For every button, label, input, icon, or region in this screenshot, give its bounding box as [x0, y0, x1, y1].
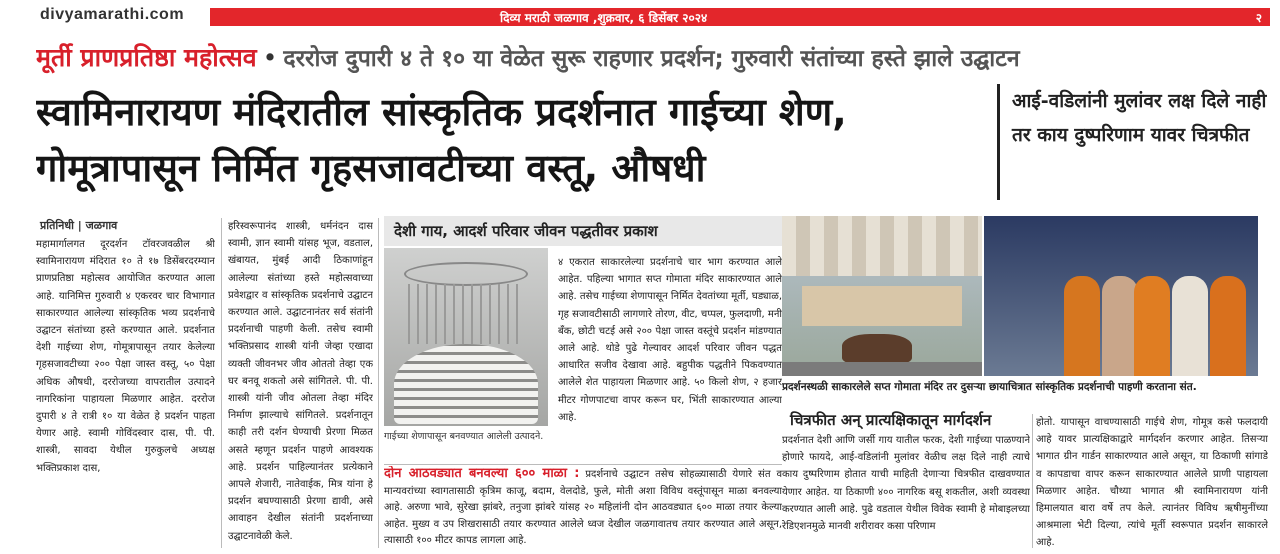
saints-visit-photo [984, 216, 1258, 376]
photo-caption: गाईच्या शेणापासून बनवण्यात आलेली उत्पादने. [384, 431, 544, 442]
side-story-heading: चित्रफीत अन् प्रात्यक्षिकातून मार्गदर्शन [790, 411, 992, 429]
sidebar-headline: आई-वडिलांनी मुलांवर लक्ष दिले नाही तर काय दुष्परिणाम यावर चित्रफीत [997, 84, 1267, 200]
column-divider [1032, 414, 1033, 548]
kicker-text: दररोज दुपारी ४ ते १० या वेळेत सुरू राहणार प्रदर्शन; गुरुवारी संतांच्या हस्ते झाले उद्घाटन [283, 46, 1020, 72]
reporter-byline: प्रतिनिधी | जळगाव [40, 219, 118, 232]
masthead-bar [0, 0, 1280, 30]
cow-temple-photo [782, 216, 982, 376]
page-number: २ [1255, 11, 1262, 25]
side-story-column-a: प्रदर्शनात देशी आणि जर्सी गाय यातील फरक, देशी गाईच्या पाळण्याने होणारे फायदे, आई-वडिलांनी मुलांवर वेळीच लक्ष दिले नाही त्याचे काय दुष्परिणाम होतात याची माहिती देणाऱ्या चित्रफीत दाखवण्यात येणार आहेत. या ठिकाणी ४०० नागरिक बसू शकतील, अशी व्यवस्था करण्यात आली आहे. पुढे वडताल येथील विवेक स्वामी हे मोबाइलच्या रेडिएशनमुळे मानवी शरीरावर कसा परिणाम [782, 435, 1030, 533]
side-story-column-b: होतो. यापासून वाचण्यासाठी गाईचे शेण, गोमूत्र कसे फलदायी आहे यावर प्रात्यक्षिकाद्वारे मार्गदर्शन करणार आहेत. तिसऱ्या भागात ग्रीन गार्डन साकारण्यात आले असून, या ठिकाणी सांगाडे व कापडाचा वापर करून साकारण्यात आलेले प्राणी पाहायला मिळणार आहेत. चौथ्या भागात श्री स्वामिनारायण यांनी हिमालयात बारा वर्षे तप केले. त्यानंतर विविध ऋषीमुनींच्या आश्रमाला भेटी दिल्या, त्यांचे मूर्ती स्वरूपात प्रदर्शन साकारले आहे. [1036, 417, 1268, 548]
column-divider [378, 218, 379, 548]
garland-story [384, 466, 782, 550]
garland-story-text: प्रदर्शनाचे उद्घाटन तसेच सोहळ्यासाठी येणारे संत व मान्यवरांच्या स्वागतासाठी कृत्रिम काजू, बदाम, वेलदोडे, फुले, मोती अशा विविध वस्तूंपासून माळा बनवल्या आहे. अरुणा भावे, सुरेखा झांबरे, तनुजा झांबरे यांसह २० महिलांनी दोन आठवड्यात ६०० माळा तयार केल्या आहेत. मुख्य व उप शिखरासाठी तयार करण्यात आलेले ध्वज देखील जळगावातच तयार करण्यात आले असून, त्यासाठी १०० मीटर कापड लागला आहे. [384, 469, 782, 546]
main-headline: स्वामिनारायण मंदिरातील सांस्कृतिक प्रदर्शनात गाईच्या शेण, गोमूत्रापासून निर्मित गृहसजावटीच्या वस्तू, औषधी [36, 90, 847, 190]
section-divider [384, 464, 782, 465]
column-divider [221, 218, 222, 548]
dateline: दिव्य मराठी जळगाव ,शुक्रवार, ६ डिसेंबर २०२४ [500, 11, 708, 25]
kicker-bullet: • [262, 43, 278, 72]
article-column-1: महामार्गालगत दूरदर्शन टॉवरजवळील श्री स्वामिनारायण मंदिरात १० ते १७ डिसेंबरदरम्यान प्राणप्रतिष्ठा महोत्सव आयोजित करण्यात आला आहे. यानिमित्त गुरुवारी ४ एकरवर चार विभागात साकारण्यात आलेल्या सांस्कृतिक भव्य प्रदर्शनाचे उद्घाटन संतांच्या हस्ते करण्यात आले. प्रदर्शनात देशी गाईच्या शेण, गोमूत्रापासून तयार केलेल्या गृहसजावटीच्या २०० पेक्षा जास्त वस्तू, ५० पेक्षा अधिक औषधी, दररोजच्या वापरातील उत्पादने नागरिकांना पाहायला मिळणार आहेत. दररोज दुपारी ४ ते रात्री १० या वेळेत हे प्रदर्शन पाहता येणार आहे. स्वामी गोविंदस्वार दास, पी. पी. शास्त्री, सावदा येथील गुरुकुलचे अध्यक्ष भक्तिप्रकाश दास, [36, 239, 215, 474]
cow-dung-products-photo [384, 248, 548, 426]
garland-story-lead: दोन आठवड्यात बनवल्या ६०० माळा : [384, 466, 580, 481]
masthead-red-strip [210, 8, 1270, 26]
photo-caption-2: प्रदर्शनस्थळी साकारलेले सप्त गोमाता मंदिर तर दुसऱ्या छायाचित्रात सांस्कृतिक प्रदर्शनाची पाहणी करताना संत. [782, 381, 1197, 393]
kicker-label: मूर्ती प्राणप्रतिष्ठा महोत्सव [36, 43, 257, 72]
article-column-2: हरिस्वरूपानंद शास्त्री, धर्मनंदन दास स्वामी, ज्ञान स्वामी यांसह भूज, वडताल, खंबायत, मुंबई आदी ठिकाणांहून आलेल्या संतांच्या हस्ते महोत्सवाच्या प्रवेशद्वार व सांस्कृतिक प्रदर्शनाचे उद्घाटन करण्यात आले. उद्घाटनानंतर सर्व संतांनी प्रदर्शनाची पाहणी केली. तसेच स्वामी भक्तिप्रसाद शास्त्री यांनी जेव्हा एखादा व्यक्ती जीवनभर जीव ओततो तेव्हा एक घर बनवू शकतो असे सांगितले. पी. पी. शास्त्री यांनी जीव ओतला तेव्हा मंदिर निर्माण झाल्याचे सांगितले. प्रदर्शनातून काही तरी दर्शन घेण्याची प्रेरणा मिळत असते म्हणून प्रदर्शन पाहणे आवश्यक आहे. प्रदर्शन पाहिल्यानंतर प्रत्येकाने आपले शेजारी, नातेवाईक, मित्र यांना हे प्रदर्शन बघण्यासाठी प्रेरणा द्यावी, असे आवाहन देखील संतांनी प्रदर्शनाच्या उद्घाटनावेळी केले. [228, 221, 373, 542]
kicker-line [36, 40, 1276, 80]
site-name: divyamarathi.com [40, 6, 185, 23]
panel-text: ४ एकरात साकारलेल्या प्रदर्शनाचे चार भाग करण्यात आले आहेत. पहिल्या भागात सप्त गोमाता मंदिर साकारण्यात आले आहे. तसेच गाईच्या शेणापासून निर्मित देवतांच्या मूर्ती, घड्याळ, गृह सजावटीसाठी लागणारे तोरण, वीट, चप्पल, फुलदाणी, मनी बँक, छोटी चटई असे २०० पेक्षा जास्त वस्तूंचे प्रदर्शन मांडण्यात आले आहे. थोडे पुढे गेल्यावर आदर्श परिवार जीवन पद्धत आधारित सजीव देखावा आहे. बहुपीक पद्धतीने पिकवण्यात आलेले शेत पाहायला मिळणार आहे. ५० किलो शेण, २ हजार मीटर गोणपाटचा वापर करून घर, भिंती साकारण्यात आल्या आहे. [558, 257, 782, 423]
panel-heading: देशी गाय, आदर्श परिवार जीवन पद्धतीवर प्रकाश [384, 216, 782, 246]
